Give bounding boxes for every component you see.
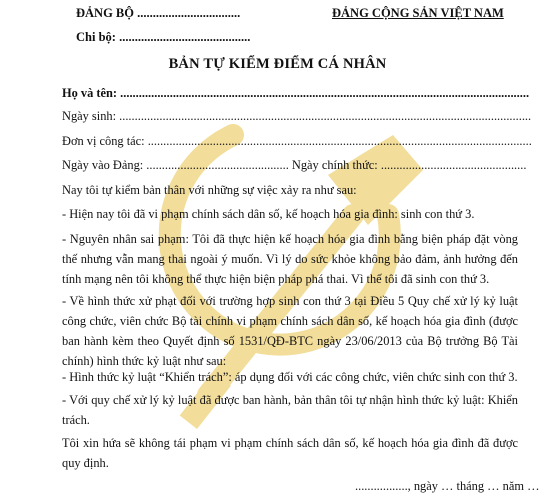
party-committee-field: ĐẢNG BỘ ................................. (76, 6, 241, 20)
violation-paragraph: - Hiện nay tôi đã vi phạm chính sách dân số, kế hoạch hóa gia đình: sinh con thứ 3. (62, 207, 475, 221)
date-signature-line: ................., ngày … tháng … năm … (355, 479, 540, 493)
self-assessment-paragraph: - Với quy chế xử lý kỷ luật đã được ban hành, bản thân tôi tự nhận hình thức kỷ luật: Khiển trách. (62, 393, 518, 427)
penalty-rule-paragraph: - Về hình thức xử phạt đối với trường hợp sinh con thứ 3 tại Điều 5 Quy chế xử lý kỷ luật công chức, viên chức Bộ tài chính vi phạm chính sách dân số, kế hoạch hóa gia đình (được ban hành kèm theo Quyết định số 1531/QĐ-BTC ngày 23/06/2013 của Bộ trưởng Bộ Tài chính) hình thức kỷ luật như sau: (62, 294, 518, 368)
intro-paragraph: Nay tôi tự kiểm bản thân với những sự việc xảy ra như sau: (62, 183, 357, 197)
commitment-paragraph: Tôi xin hứa sẽ không tái phạm vi phạm chính sách dân số, kế hoạch hóa gia đình đã được quy định. (62, 436, 518, 470)
party-cell-field: Chi bộ: .......................................... (76, 30, 251, 44)
penalty-type-paragraph: - Hình thức kỷ luật “Khiển trách”: áp dụng đối với các công chức, viên chức sinh con thứ 3. (62, 370, 518, 384)
work-unit-field: Đơn vị công tác: ............................................................................................................................ (62, 134, 532, 148)
full-name-field: Họ và tên: .................................................................................................................................... (62, 86, 530, 100)
party-join-date-field: Ngày vào Đảng: .............................................. Ngày chính thức: ............................................... (62, 158, 527, 172)
date-of-birth-field: Ngày sinh: ..................................................................................................................................... (62, 109, 532, 123)
cause-paragraph: - Nguyên nhân sai phạm: Tôi đã thực hiện kế hoạch hóa gia đình bằng biện pháp đặt vòng thế nhưng vẫn mang thai ngoài ý muốn. Vì lý do sức khỏe không bảo đảm, ảnh hưởng đến tính mạng nên tôi không thể thực hiện biện pháp phá thai. Vì thế tôi đã sinh con thứ 3. (62, 232, 518, 286)
document-title: BẢN TỰ KIỂM ĐIỂM CÁ NHÂN (168, 56, 387, 72)
party-name-heading: ĐẢNG CỘNG SẢN VIỆT NAM (332, 6, 504, 20)
